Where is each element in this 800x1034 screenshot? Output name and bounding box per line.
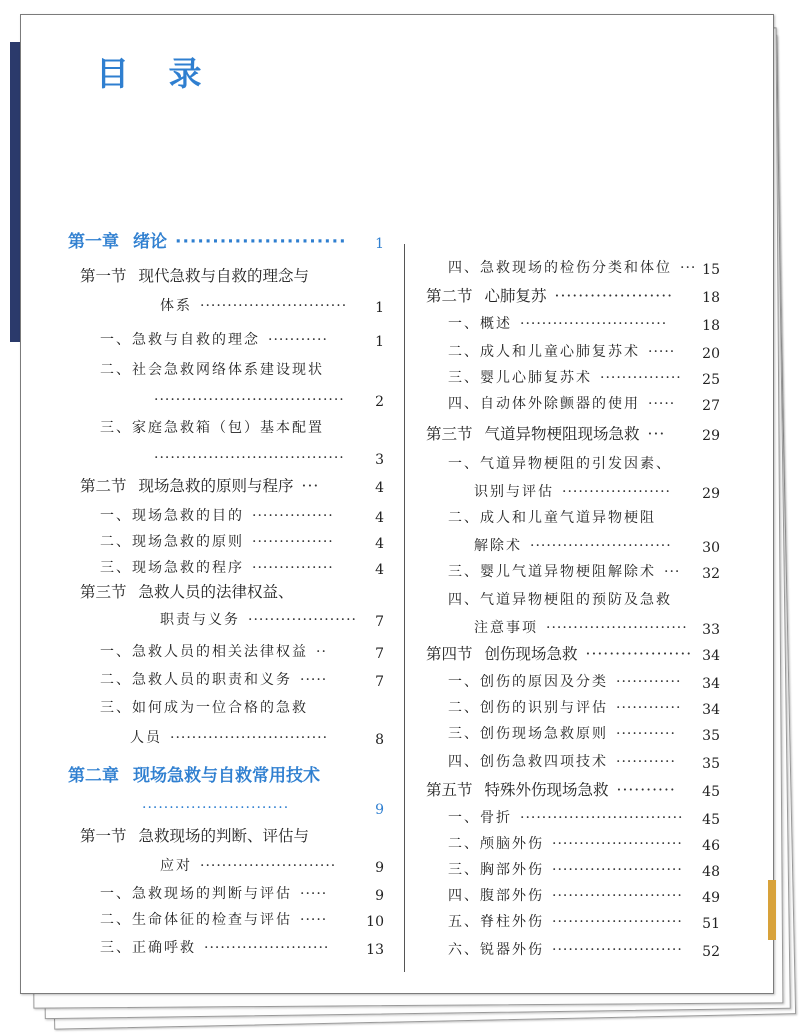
section-label: 第一节 (80, 827, 127, 845)
chapter-label: 第一章 (68, 232, 119, 252)
page-number: 34 (702, 648, 720, 664)
entry-title: 解除术 (474, 538, 522, 554)
page-title: 目 录 (96, 54, 216, 93)
leader-dots: ··································· (154, 392, 345, 408)
leader-dots: ······················· (175, 232, 347, 252)
left-toc-entry-0[interactable] (68, 232, 347, 252)
leader-dots: ··································· (154, 450, 345, 466)
page-number: 15 (702, 262, 720, 278)
left-toc-entry-4[interactable] (100, 360, 324, 380)
entry-title: 现场急救的原则与程序 (138, 477, 294, 495)
section-label: 第二节 (80, 477, 127, 495)
entry-title: 四、气道异物梗阻的预防及急救 (448, 592, 672, 608)
right-toc-entry-24[interactable] (448, 912, 683, 932)
section-label: 第五节 (426, 781, 473, 799)
entry-title: 五、脊柱外伤 (448, 914, 544, 930)
right-toc-entry-25[interactable] (448, 940, 683, 960)
leader-dots: ············ (616, 674, 682, 690)
page-number: 18 (702, 318, 720, 334)
entry-title: 急救现场的判断、评估与 (138, 827, 310, 845)
leader-dots: ··········· (616, 754, 676, 770)
page-number: 2 (375, 394, 384, 410)
page-number: 30 (702, 540, 720, 556)
leader-dots: ···················· (554, 287, 674, 305)
left-toc-entry-24[interactable] (100, 938, 329, 958)
leader-dots: ··············· (252, 534, 334, 550)
right-toc-entry-21[interactable] (448, 834, 683, 854)
page-number: 1 (375, 300, 384, 316)
entry-title: 急救人员的法律权益、 (138, 583, 294, 601)
entry-title: 识别与评估 (474, 484, 554, 500)
left-toc-entry-8[interactable] (80, 476, 319, 496)
leader-dots: ························· (200, 858, 337, 874)
leader-dots: ··············· (600, 370, 682, 386)
left-toc-entry-2[interactable] (160, 296, 347, 316)
leader-dots: ·························· (530, 538, 672, 554)
right-toc-entry-8[interactable] (474, 482, 671, 502)
page-number: 9 (375, 802, 384, 818)
page-number: 4 (375, 480, 384, 496)
right-toc-entry-18[interactable] (448, 752, 676, 772)
entry-title: 四、急救现场的检伤分类和体位 (448, 260, 672, 276)
right-toc-entry-2[interactable] (448, 314, 667, 334)
leader-dots: ··························· (520, 316, 668, 332)
page-number: 34 (702, 702, 720, 718)
page-number: 46 (702, 838, 720, 854)
entry-title: 二、社会急救网络体系建设现状 (100, 362, 324, 378)
page-number: 1 (375, 334, 384, 350)
entry-title: 一、现场急救的目的 (100, 508, 244, 524)
entry-title: 四、自动体外除颤器的使用 (448, 396, 640, 412)
left-toc-entry-23[interactable] (100, 910, 327, 930)
entry-title: 注意事项 (474, 620, 538, 636)
page-number: 3 (375, 452, 384, 468)
leader-dots: ··· (301, 477, 320, 495)
left-toc-entry-17[interactable] (130, 728, 328, 748)
leader-dots: ··· (680, 260, 697, 276)
page-number: 1 (375, 236, 384, 252)
leader-dots: ······························ (520, 810, 684, 826)
entry-title: 三、正确呼救 (100, 940, 196, 956)
left-toc-entry-3[interactable] (100, 330, 328, 350)
leader-dots: ··· (664, 564, 681, 580)
page-number: 20 (702, 346, 720, 362)
left-toc-entry-20[interactable] (80, 826, 309, 846)
page-number: 18 (702, 290, 720, 306)
page-number: 29 (702, 428, 720, 444)
page-number: 48 (702, 864, 720, 880)
entry-title: 四、创伤急救四项技术 (448, 754, 608, 770)
entry-title: 体系 (160, 298, 192, 314)
page-number: 51 (702, 916, 720, 932)
leader-dots: ··········· (268, 332, 328, 348)
entry-title: 三、创伤现场急救原则 (448, 726, 608, 742)
left-toc-entry-13[interactable] (160, 610, 357, 630)
left-toc-entry-15[interactable] (100, 670, 327, 690)
leader-dots: ·························· (546, 620, 688, 636)
right-toc-entry-17[interactable] (448, 724, 676, 744)
page-number: 7 (375, 614, 384, 630)
page-number: 34 (702, 676, 720, 692)
entry-title: 应对 (160, 858, 192, 874)
entry-title: 绪论 (133, 232, 167, 252)
page-number: 9 (375, 888, 384, 904)
page-number: 4 (375, 510, 384, 526)
right-toc-entry-15[interactable] (448, 672, 681, 692)
leader-dots: ··········· (616, 726, 676, 742)
left-toc-entry-6[interactable] (100, 418, 324, 438)
entry-title: 一、急救现场的判断与评估 (100, 886, 292, 902)
leader-dots: ····· (300, 672, 328, 688)
left-toc-entry-21[interactable] (160, 856, 336, 876)
page-number: 45 (702, 812, 720, 828)
entry-title: 三、现场急救的程序 (100, 560, 244, 576)
entry-title: 六、锐器外伤 (448, 942, 544, 958)
right-toc-entry-5[interactable] (448, 394, 675, 414)
section-label: 第三节 (80, 583, 127, 601)
right-toc-entry-22[interactable] (448, 860, 683, 880)
entry-title: 气道异物梗阻现场急救 (484, 425, 640, 443)
chapter-label: 第二章 (68, 766, 119, 786)
entry-title: 二、现场急救的原则 (100, 534, 244, 550)
entry-title: 二、颅脑外伤 (448, 836, 544, 852)
left-toc-entry-19[interactable] (142, 798, 289, 818)
entry-title: 一、骨折 (448, 810, 512, 826)
page-number: 9 (375, 860, 384, 876)
leader-dots: ···················· (562, 484, 672, 500)
leader-dots: ······················· (204, 940, 330, 956)
leader-dots: ························ (552, 862, 683, 878)
leader-dots: ························ (552, 888, 683, 904)
right-toc-entry-13[interactable] (474, 618, 688, 638)
entry-title: 一、创伤的原因及分类 (448, 674, 608, 690)
right-toc-entry-1[interactable] (426, 286, 673, 306)
page-number: 49 (702, 890, 720, 906)
leader-dots: ·· (316, 644, 327, 660)
entry-title: 心肺复苏 (484, 287, 547, 305)
right-toc-entry-20[interactable] (448, 808, 684, 828)
entry-title: 二、创伤的识别与评估 (448, 700, 608, 716)
leader-dots: ··· (647, 425, 666, 443)
right-toc-entry-10[interactable] (474, 536, 672, 556)
leader-dots: ····· (300, 912, 328, 928)
column-divider (404, 244, 405, 972)
page-number: 45 (702, 784, 720, 800)
entry-title: 一、急救人员的相关法律权益 (100, 644, 308, 660)
leader-dots: ··························· (142, 800, 290, 816)
page-number: 8 (375, 732, 384, 748)
page-number: 35 (702, 756, 720, 772)
entry-title: 二、成人和儿童心肺复苏术 (448, 344, 640, 360)
leader-dots: ···················· (248, 612, 358, 628)
page-number: 52 (702, 944, 720, 960)
entry-title: 四、腹部外伤 (448, 888, 544, 904)
entry-title: 现场急救与自救常用技术 (133, 766, 320, 786)
page-number: 27 (702, 398, 720, 414)
left-toc-entry-14[interactable] (100, 642, 327, 662)
left-toc-entry-10[interactable] (100, 532, 334, 552)
leader-dots: ·················· (585, 645, 693, 663)
right-toc-entry-12[interactable] (448, 590, 672, 610)
right-toc-entry-9[interactable] (448, 508, 656, 528)
right-toc-entry-14[interactable] (426, 644, 692, 664)
section-label: 第一节 (80, 267, 127, 285)
section-label: 第四节 (426, 645, 473, 663)
entry-title: 三、家庭急救箱（包）基本配置 (100, 420, 324, 436)
page-number: 10 (366, 914, 384, 930)
page-number: 32 (702, 566, 720, 582)
entry-title: 特殊外伤现场急救 (484, 781, 609, 799)
page-number: 25 (702, 372, 720, 388)
leader-dots: ····· (300, 886, 328, 902)
entry-title: 一、概述 (448, 316, 512, 332)
leader-dots: ····························· (170, 730, 329, 746)
entry-title: 职责与义务 (160, 612, 240, 628)
right-toc-entry-19[interactable] (426, 780, 676, 800)
entry-title: 三、胸部外伤 (448, 862, 544, 878)
leader-dots: ··························· (200, 298, 348, 314)
right-toc-entry-23[interactable] (448, 886, 683, 906)
section-label: 第三节 (426, 425, 473, 443)
left-toc-entry-1[interactable] (80, 266, 309, 286)
page-number: 35 (702, 728, 720, 744)
leader-dots: ············ (616, 700, 682, 716)
entry-title: 创伤现场急救 (484, 645, 578, 663)
left-toc-entry-11[interactable] (100, 558, 334, 578)
leader-dots: ····· (648, 396, 676, 412)
page-number: 4 (375, 536, 384, 552)
entry-title: 一、气道异物梗阻的引发因素、 (448, 456, 672, 472)
entry-title: 二、急救人员的职责和义务 (100, 672, 292, 688)
page-number: 29 (702, 486, 720, 502)
section-label: 第二节 (426, 287, 473, 305)
page-number: 13 (366, 942, 384, 958)
entry-title: 二、成人和儿童气道异物梗阻 (448, 510, 656, 526)
left-toc-entry-7[interactable] (154, 448, 345, 468)
left-toc-entry-22[interactable] (100, 884, 327, 904)
leader-dots: ························ (552, 914, 683, 930)
right-toc-entry-3[interactable] (448, 342, 675, 362)
entry-title: 现代急救与自救的理念与 (138, 267, 310, 285)
entry-title: 人员 (130, 730, 162, 746)
leader-dots: ·········· (616, 781, 676, 799)
page-number: 4 (375, 562, 384, 578)
left-toc-entry-5[interactable] (154, 390, 345, 410)
entry-title: 三、如何成为一位合格的急救 (100, 700, 308, 716)
leader-dots: ························ (552, 836, 683, 852)
entry-title: 二、生命体征的检查与评估 (100, 912, 292, 928)
leader-dots: ························ (552, 942, 683, 958)
right-toc-entry-7[interactable] (448, 454, 672, 474)
page-number: 33 (702, 622, 720, 638)
leader-dots: ··············· (252, 560, 334, 576)
right-toc-entry-6[interactable] (426, 424, 665, 444)
entry-title: 一、急救与自救的理念 (100, 332, 260, 348)
left-toc-entry-18[interactable] (68, 766, 320, 786)
left-toc-entry-9[interactable] (100, 506, 334, 526)
right-toc-entry-0[interactable] (448, 258, 696, 278)
page-number: 7 (375, 646, 384, 662)
leader-dots: ····· (648, 344, 676, 360)
right-toc-entry-11[interactable] (448, 562, 680, 582)
cover-edge-strip-gold (768, 880, 776, 940)
right-toc-entry-16[interactable] (448, 698, 681, 718)
right-toc-entry-4[interactable] (448, 368, 682, 388)
left-toc-entry-16[interactable] (100, 698, 308, 718)
page-number: 7 (375, 674, 384, 690)
cover-edge-strip (10, 42, 20, 342)
left-toc-entry-12[interactable] (80, 582, 294, 602)
entry-title: 三、婴儿心肺复苏术 (448, 370, 592, 386)
leader-dots: ··············· (252, 508, 334, 524)
entry-title: 三、婴儿气道异物梗阻解除术 (448, 564, 656, 580)
